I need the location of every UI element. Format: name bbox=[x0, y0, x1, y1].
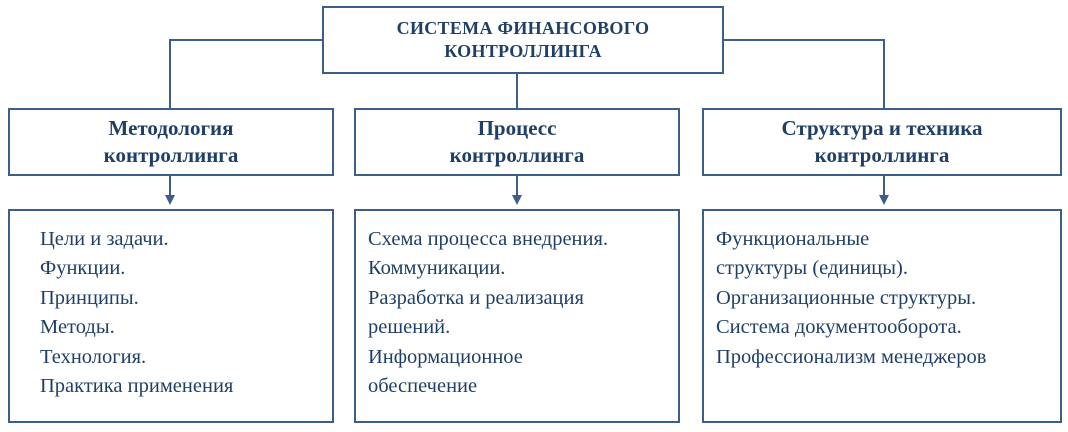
list-item: Технология. bbox=[40, 345, 147, 368]
category-title-line2: контроллинга bbox=[449, 143, 585, 167]
category-box-process bbox=[354, 108, 680, 176]
category-box-structure bbox=[702, 108, 1062, 176]
list-item: обеспечение bbox=[368, 375, 478, 398]
list-item: Методы. bbox=[40, 316, 115, 339]
connector-root-to-structure bbox=[724, 40, 884, 108]
category-box-methodology bbox=[8, 108, 334, 176]
list-item: Организационные структуры. bbox=[716, 286, 977, 309]
category-title-line2: контроллинга bbox=[814, 143, 950, 167]
list-item: решений. bbox=[368, 316, 451, 339]
category-title-line1: Методология bbox=[108, 115, 234, 140]
list-item: Профессионализм менеджеров bbox=[716, 345, 987, 368]
list-item: Практика применения bbox=[40, 375, 234, 398]
list-item: Информационное bbox=[368, 345, 523, 368]
detail-box-process bbox=[354, 209, 680, 423]
category-title-line1: Процесс bbox=[477, 115, 557, 140]
connector-root-to-methodology bbox=[170, 40, 322, 108]
root-title-line1: СИСТЕМА ФИНАНСОВОГО bbox=[396, 17, 650, 38]
category-title-line1: Структура и техника bbox=[781, 115, 983, 140]
detail-box-structure bbox=[702, 209, 1062, 423]
category-title-line2: контроллинга bbox=[103, 143, 239, 167]
root-box bbox=[322, 6, 724, 74]
list-item: Коммуникации. bbox=[368, 257, 506, 280]
list-item: Функции. bbox=[40, 257, 126, 280]
root-title-line2: КОНТРОЛЛИНГА bbox=[444, 41, 602, 61]
list-item: Схема процесса внедрения. bbox=[368, 228, 609, 250]
list-item: Разработка и реализация bbox=[368, 286, 584, 309]
list-item: Цели и задачи. bbox=[40, 228, 169, 250]
list-item: Функциональные bbox=[716, 228, 870, 250]
detail-box-methodology bbox=[8, 209, 334, 423]
list-item: структуры (единицы). bbox=[716, 257, 909, 280]
list-item: Система документооборота. bbox=[716, 316, 962, 339]
list-item: Принципы. bbox=[40, 286, 139, 309]
